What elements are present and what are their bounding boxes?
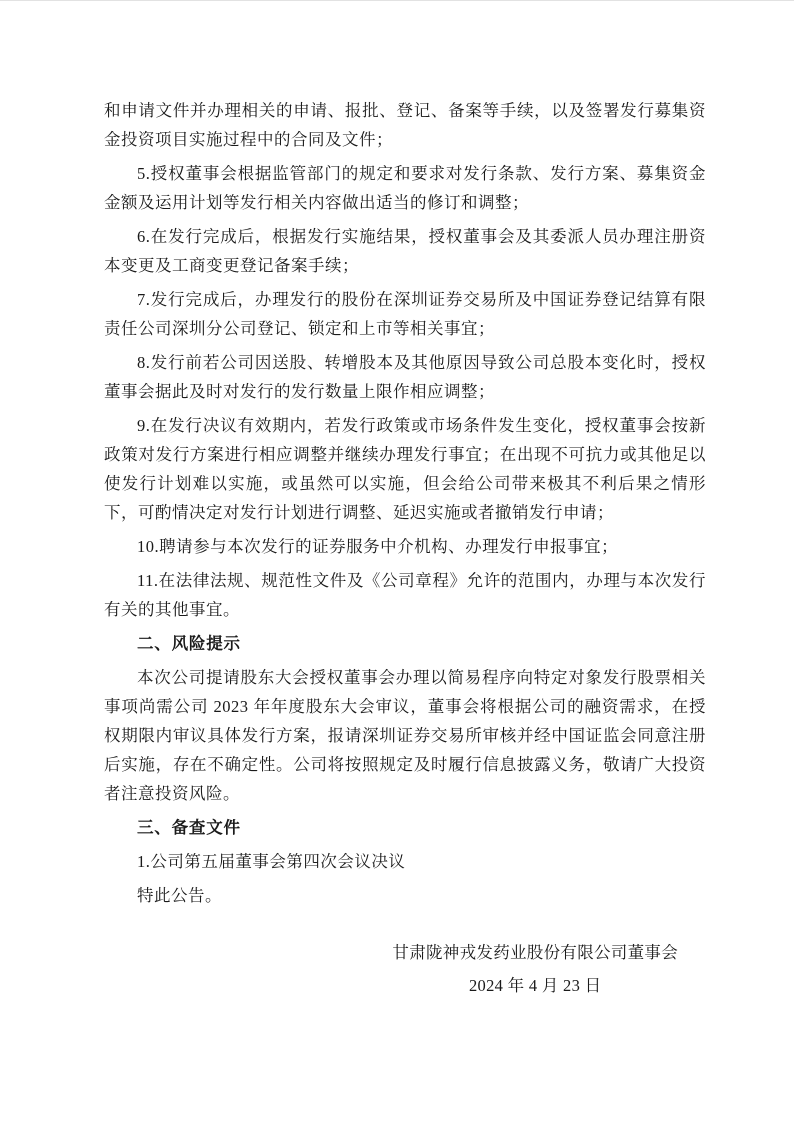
signature-block [104,936,706,1002]
page-top-edge [0,0,794,1]
document-content [104,96,706,1002]
signature-company: 甘肃陇神戎发药业股份有限公司董事会 [392,943,678,962]
body-paragraph-item-5: 5.授权董事会根据监管部门的规定和要求对发行条款、发行方案、募集资金金额及运用计划等发行相关内容做出适当的修订和调整； [104,164,706,212]
body-paragraph-item-9: 9.在发行决议有效期内，若发行政策或市场条件发生变化，授权董事会按新政策对发行方案进行相应调整并继续办理发行事宜；在出现不可抗力或其他足以使发行计划难以实施，或虽然可以实施，但会给公司带来极其不利后果之情形下，可酌情决定对发行计划进行调整、延迟实施或者撤销发行申请； [104,416,706,522]
reference-item-board-resolution: 1.公司第五届董事会第四次会议决议 [137,852,406,871]
body-paragraph-item-11: 11.在法律法规、规范性文件及《公司章程》允许的范围内，办理与本次发行有关的其他事宜。 [104,571,706,619]
body-paragraph-item-10: 10.聘请参与本次发行的证券服务中介机构、办理发行申报事宜； [137,537,619,556]
body-paragraph-item-8: 8.发行前若公司因送股、转增股本及其他原因导致公司总股本变化时，授权董事会据此及时对发行的发行数量上限作相应调整； [104,353,706,401]
section-heading-risk: 二、风险提示 [137,634,241,653]
risk-paragraph: 本次公司提请股东大会授权董事会办理以简易程序向特定对象发行股票相关事项尚需公司 2023 年年度股东大会审议，董事会将根据公司的融资需求，在授权期限内审议具体发行方案，报请深圳证券交易所审核并经中国证监会同意注册后实施，存在不确定性。公司将按照规定及时履行信息披露义务，敬请广大投资者注意投资风险。 [104,668,706,803]
section-heading-reference-documents: 三、备查文件 [137,818,241,837]
signature-inner [392,936,678,1002]
body-paragraph-continuation: 和申请文件并办理相关的申请、报批、登记、备案等手续，以及签署发行募集资金投资项目实施过程中的合同及文件； [104,101,706,149]
closing-statement: 特此公告。 [137,886,222,905]
body-paragraph-item-7: 7.发行完成后，办理发行的股份在深圳证券交易所及中国证券登记结算有限责任公司深圳分公司登记、锁定和上市等相关事宜； [104,290,706,338]
signature-date: 2024 年 4 月 23 日 [469,976,602,995]
body-paragraph-item-6: 6.在发行完成后，根据发行实施结果，授权董事会及其委派人员办理注册资本变更及工商变更登记备案手续； [104,227,706,275]
